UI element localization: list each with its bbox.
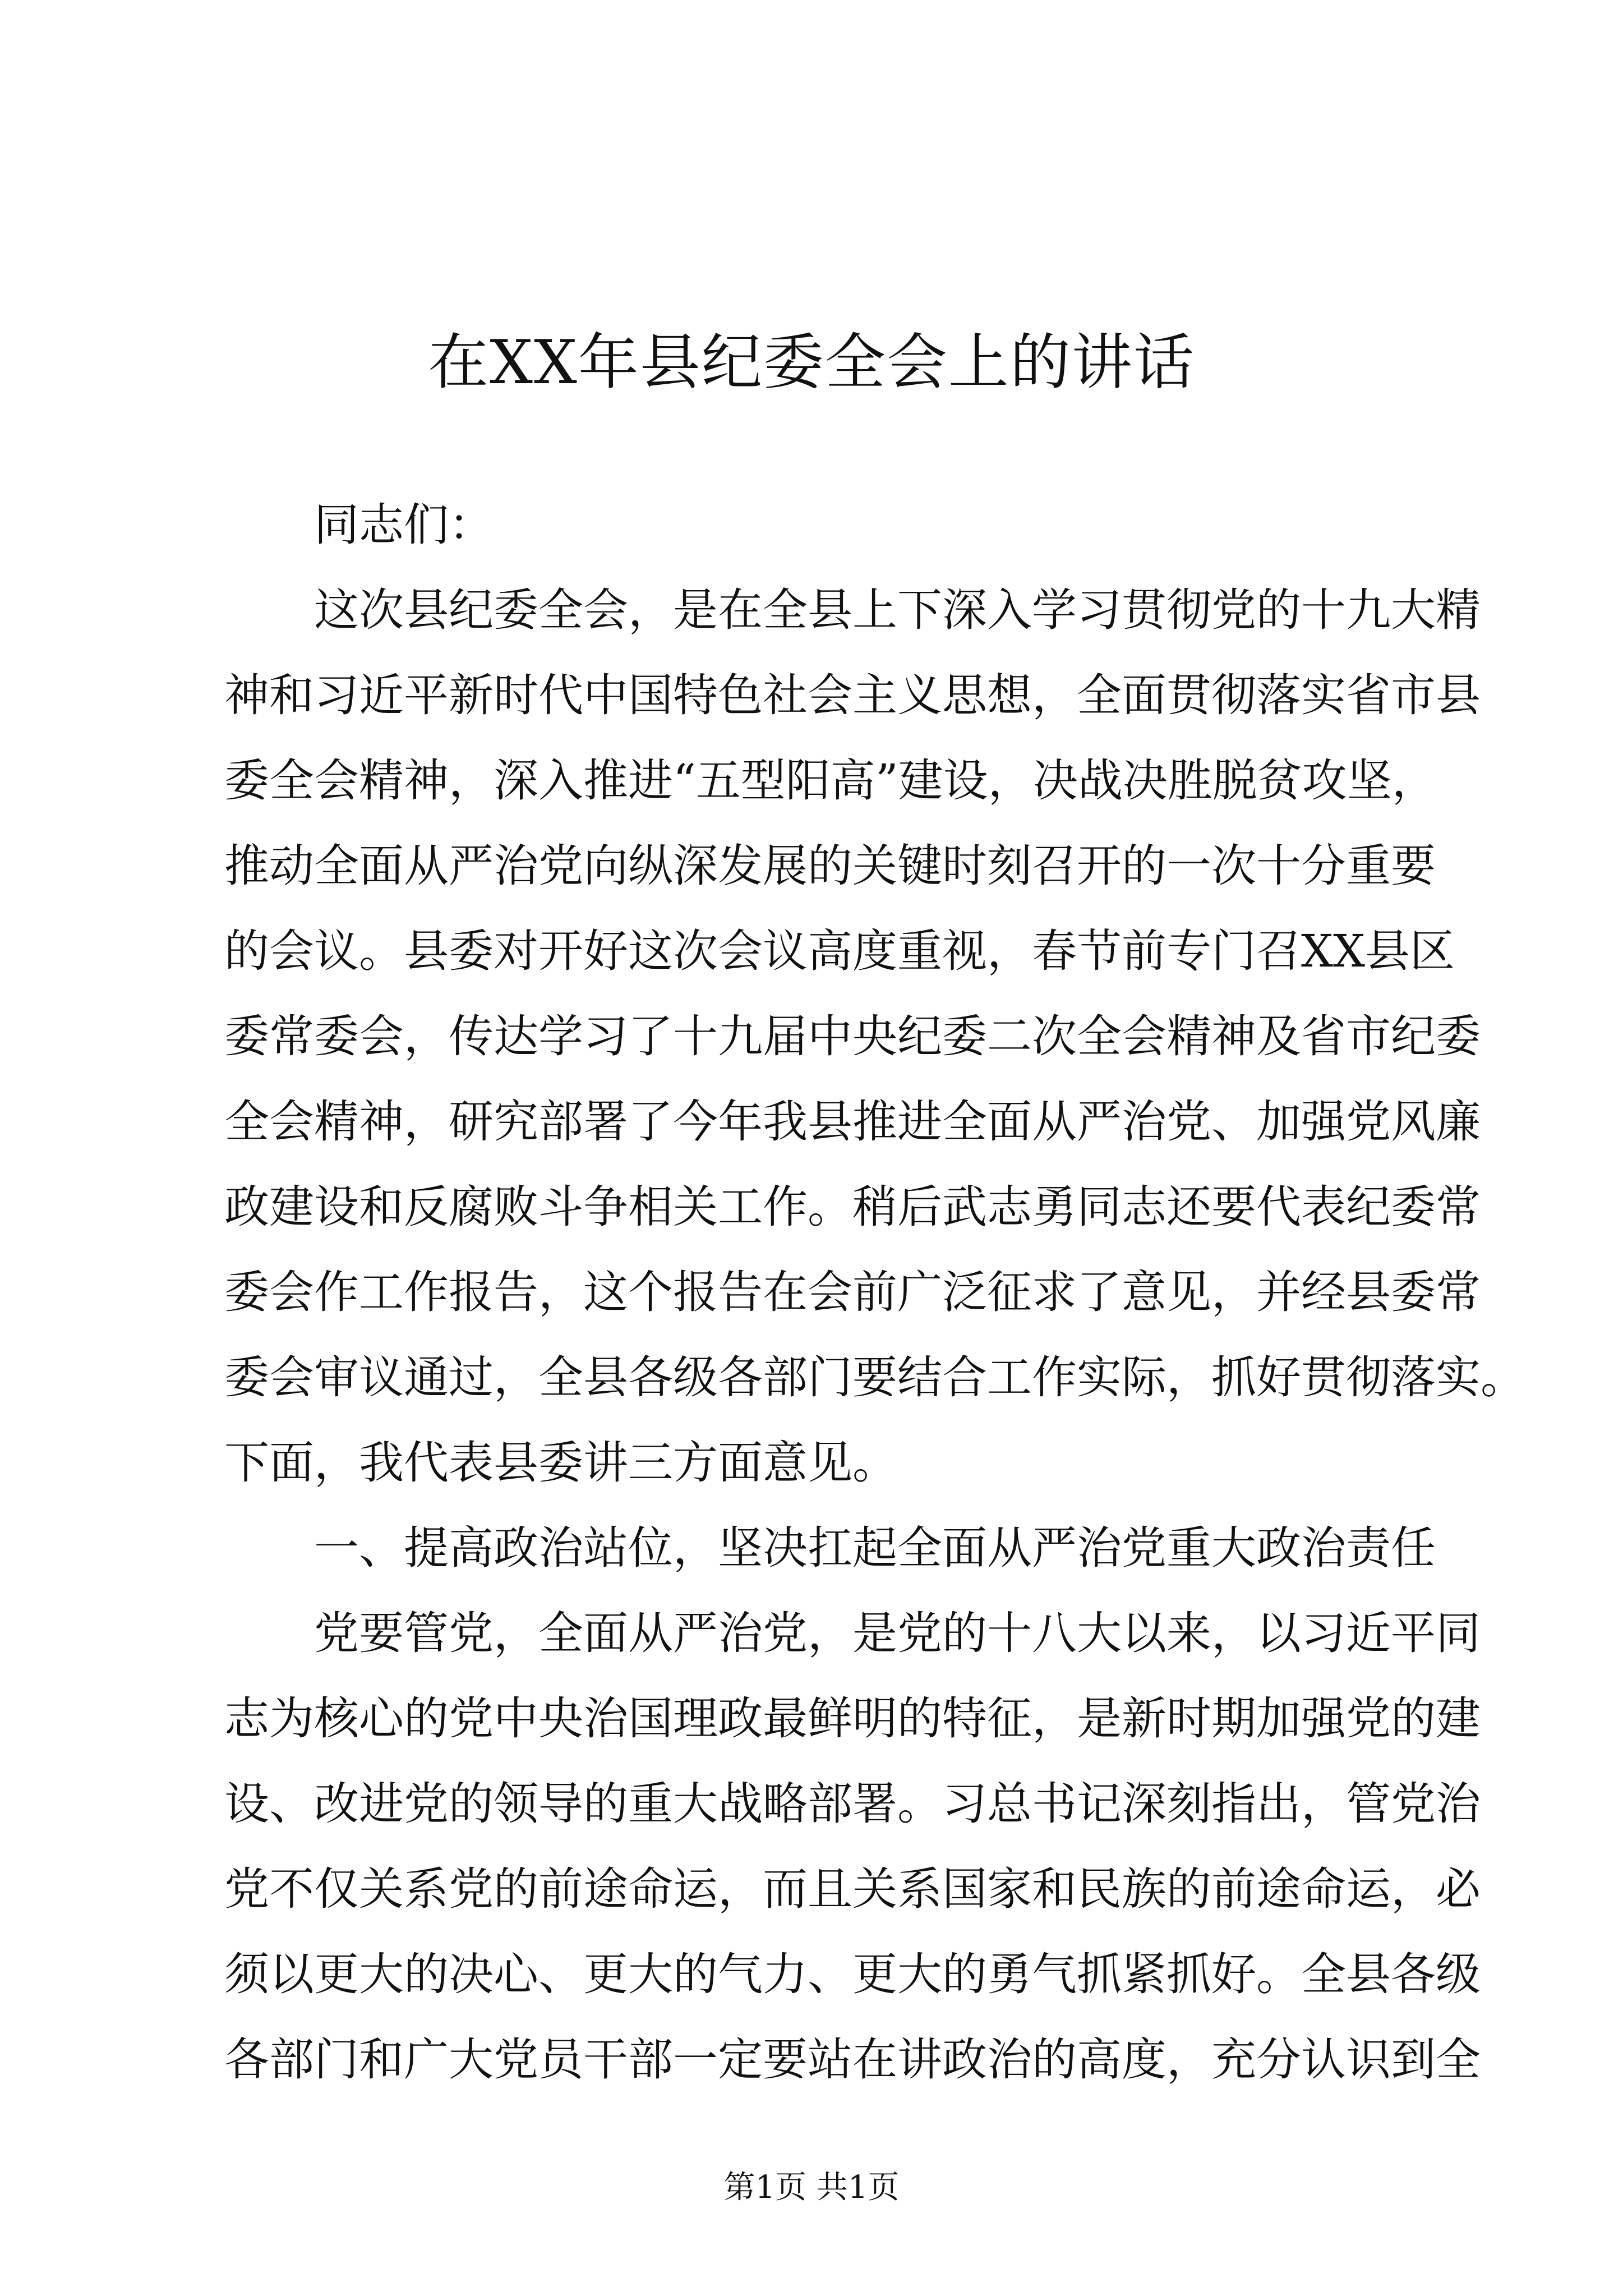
- page-footer: 第1页 共1页: [723, 2169, 900, 2206]
- section-heading: 一、提高政治站位，坚决扛起全面从严治党重大政治责任: [314, 1522, 1436, 1574]
- paragraph-line: 委常委会，传达学习了十九届中央纪委二次全会精神及省市纪委: [224, 1010, 1481, 1062]
- paragraph-line: 设、改进党的领导的重大战略部署。习总书记深刻指出，管党治: [224, 1778, 1481, 1830]
- page-title: 在XX年县纪委全会上的讲话: [428, 328, 1195, 398]
- paragraph-line: 这次县纪委全会，是在全县上下深入学习贯彻党的十九大精: [314, 584, 1481, 636]
- paragraph-line: 政建设和反腐败斗争相关工作。稍后武志勇同志还要代表纪委常: [224, 1181, 1481, 1233]
- paragraph-line: 须以更大的决心、更大的气力、更大的勇气抓紧抓好。全县各级: [224, 1948, 1481, 2000]
- paragraph-line: 全会精神，研究部署了今年我县推进全面从严治党、加强党风廉: [224, 1096, 1481, 1148]
- paragraph-line: 党要管党，全面从严治党，是党的十八大以来，以习近平同: [314, 1607, 1481, 1659]
- salutation-line: 同志们：: [314, 499, 494, 551]
- document-body: [224, 482, 1525, 2102]
- paragraph-line: 神和习近平新时代中国特色社会主义思想，全面贯彻落实省市县: [224, 669, 1481, 721]
- paragraph-line: 各部门和广大党员干部一定要站在讲政治的高度，充分认识到全: [224, 2033, 1481, 2086]
- paragraph-line: 的会议。县委对开好这次会议高度重视，春节前专门召XX县区: [224, 925, 1455, 977]
- paragraph-line: 党不仅关系党的前途命运，而且关系国家和民族的前途命运，必: [224, 1863, 1481, 1915]
- paragraph-line: 下面，我代表县委讲三方面意见。: [224, 1437, 897, 1489]
- paragraph-line: 委全会精神，深入推进“五型阳高”建设，决战决胜脱贫攻坚，: [224, 754, 1437, 807]
- paragraph-line: 委会审议通过，全县各级各部门要结合工作实际，抓好贯彻落实。: [224, 1351, 1525, 1404]
- paragraph-line: 志为核心的党中央治国理政最鲜明的特征，是新时期加强党的建: [224, 1692, 1481, 1745]
- paragraph-line: 委会作工作报告，这个报告在会前广泛征求了意见，并经县委常: [224, 1266, 1481, 1318]
- paragraph-line: 推动全面从严治党向纵深发展的关键时刻召开的一次十分重要: [224, 840, 1436, 892]
